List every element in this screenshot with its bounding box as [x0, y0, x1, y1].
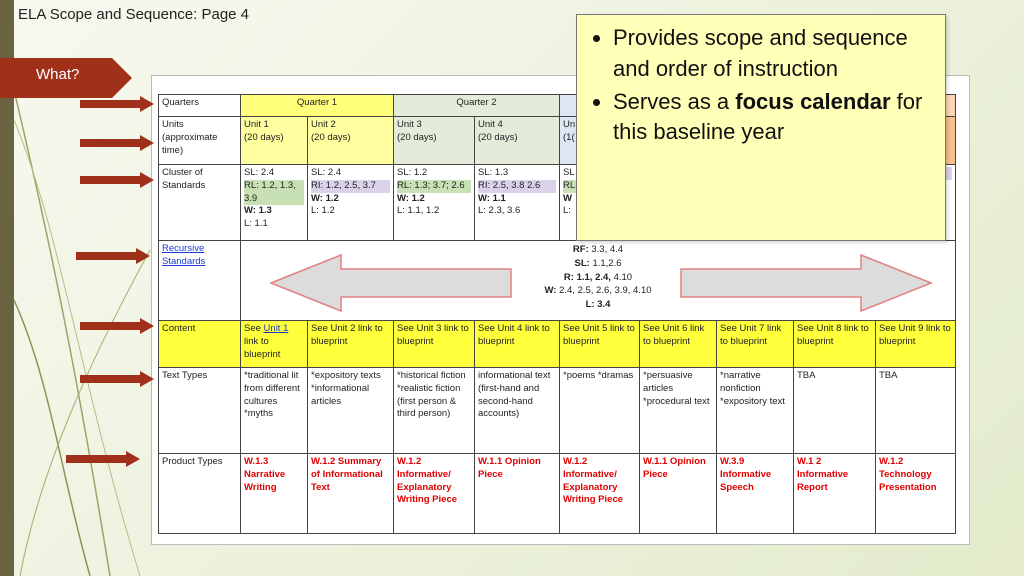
arrow-right-icon	[78, 96, 158, 112]
row-label-units: Units (approximate time)	[159, 117, 241, 165]
text-type-cell: *narrative nonfiction *expository text	[717, 368, 794, 454]
recursive-rf: RF: 3.3, 4.4	[572, 244, 624, 255]
recursive-standards-link[interactable]: Recursive Standards	[162, 243, 206, 267]
arrow-right-icon	[64, 451, 144, 467]
arrow-right-icon	[74, 248, 154, 264]
product-type-cell: W.1 2 Informative Report	[794, 454, 876, 534]
unit-cell: Unit 4 (20 days)	[475, 117, 560, 165]
recursive-l: L: 3.4	[585, 299, 611, 311]
content-cell: See Unit 8 link to blueprint	[794, 321, 876, 368]
what-tab-label: What?	[36, 66, 80, 83]
content-cell: See Unit 7 link to blueprint	[717, 321, 794, 368]
cluster-cell: SL RL W L:	[560, 165, 640, 241]
cluster-cell: SL: 2.4 RI: 1.2, 2.5, 3.7 W: 1.2 L: 1.2	[308, 165, 394, 241]
text-type-cell: informational text (first-hand and second-hand accounts)	[475, 368, 560, 454]
product-type-cell: W.3.9 Informative Speech	[717, 454, 794, 534]
unit-cell: Un (1(	[560, 117, 640, 165]
text-type-cell: *persuasive articles *procedural text	[640, 368, 717, 454]
content-cell: See Unit 4 link to blueprint	[475, 321, 560, 368]
callout-bullet-1: • Provides scope and sequence and order of instruction	[613, 23, 945, 85]
arrow-right-icon	[78, 135, 158, 151]
row-label-content: Content	[159, 321, 241, 368]
quarter-1-header: Quarter 1	[241, 95, 394, 117]
product-type-cell: W.1.2 Informative/ Explanatory Writing Piece	[394, 454, 475, 534]
product-type-cell: W.1.2 Technology Presentation	[876, 454, 956, 534]
row-label-quarters: Quarters	[159, 95, 241, 117]
row-label-recursive	[159, 241, 241, 321]
row-label-cluster: Cluster of Standards	[159, 165, 241, 241]
content-cell-unit-1: See Unit 1 link to blueprint	[241, 321, 308, 368]
content-cell: See Unit 9 link to blueprint	[876, 321, 956, 368]
quarter-2-header: Quarter 2	[394, 95, 560, 117]
unit-cell: Unit 2 (20 days)	[308, 117, 394, 165]
callout-bullet-2: • Serves as a focus calendar for this baseline year	[613, 87, 945, 149]
text-type-cell: *poems *dramas	[560, 368, 640, 454]
text-type-cell: TBA	[876, 368, 956, 454]
arrow-right-icon	[78, 172, 158, 188]
cluster-cell: SL: 1.3 RI: 2.5, 3.8 2.6 W: 1.1 L: 2.3, 3.6	[475, 165, 560, 241]
cluster-cell: SL: 1.2 RL: 1.3; 3.7; 2.6 W: 1.2 L: 1.1, 1.2	[394, 165, 475, 241]
slide-title: ELA Scope and Sequence: Page 4	[18, 6, 250, 23]
row-label-text-types: Text Types	[159, 368, 241, 454]
unit-cell: Unit 3 (20 days)	[394, 117, 475, 165]
product-type-cell: W.1.1 Opinion Piece	[640, 454, 717, 534]
text-type-cell: *historical fiction *realistic fiction (first person & third person)	[394, 368, 475, 454]
recursive-r: R: 1.1, 2.4, 4.10	[563, 271, 633, 283]
text-type-cell: *traditional lit from different cultures *myths	[241, 368, 308, 454]
recursive-sl: SL: 1.1,2.6	[574, 257, 622, 269]
arrow-right-icon	[78, 371, 158, 387]
product-type-cell: W.1.1 Opinion Piece	[475, 454, 560, 534]
arrow-right-icon	[78, 318, 158, 334]
product-type-cell: W.1.2 Informative/ Explanatory Writing Piece	[560, 454, 640, 534]
content-cell: See Unit 5 link to blueprint	[560, 321, 640, 368]
unit-cell: Unit 1 (20 days)	[241, 117, 308, 165]
unit-1-link[interactable]: Unit 1	[263, 323, 289, 334]
recursive-w: W: 2.4, 2.5, 2.6, 3.9, 4.10	[544, 285, 652, 297]
text-type-cell: TBA	[794, 368, 876, 454]
callout-box	[576, 14, 946, 241]
cluster-cell: SL: 2.4 RL: 1.2, 1.3, 3.9 W: 1.3 L: 1.1	[241, 165, 308, 241]
content-cell: See Unit 2 link to blueprint	[308, 321, 394, 368]
product-type-cell: W.1.2 Summary of Informational Text	[308, 454, 394, 534]
row-label-product-types: Product Types	[159, 454, 241, 534]
content-cell: See Unit 3 link to blueprint	[394, 321, 475, 368]
product-type-cell: W.1.3 Narrative Writing	[241, 454, 308, 534]
text-type-cell: *expository texts *informational articles	[308, 368, 394, 454]
content-cell: See Unit 6 link to blueprint	[640, 321, 717, 368]
recursive-standards-cell	[241, 241, 956, 321]
